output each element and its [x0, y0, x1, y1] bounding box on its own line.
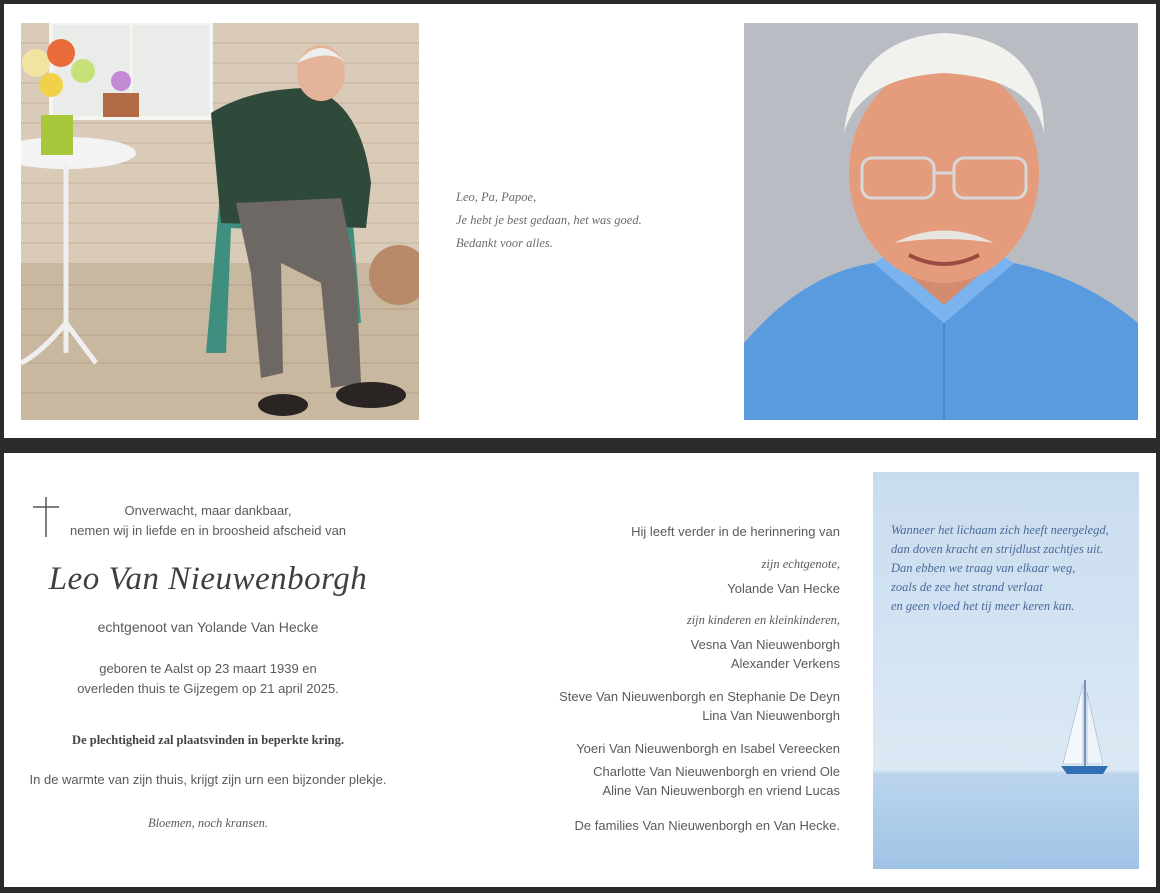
family-list: [480, 453, 840, 887]
quote-line: Bedankt voor alles.: [456, 236, 553, 250]
deceased-name: Leo Van Nieuwenborgh: [48, 561, 368, 597]
family-member: De families Van Nieuwenborgh en Van Hecke.: [574, 818, 840, 833]
children-label: zijn kinderen en kleinkinderen,: [686, 613, 840, 627]
flowers-note: Bloemen, noch kransen.: [147, 816, 269, 830]
family-member: Charlotte Van Nieuwenborgh en vriend Ole: [593, 764, 840, 779]
sailboat-sea-image: [873, 472, 1139, 869]
death-line: overleden thuis te Gijzegem op 21 april 2025.: [77, 681, 339, 696]
birth-line: geboren te Aalst op 23 maart 1939 en: [99, 661, 317, 676]
poem-line: zoals de zee het strand verlaat: [891, 580, 1043, 594]
poem-line: Wanneer het lichaam zich heeft neergelegd,: [891, 523, 1109, 537]
dedication-quote: [456, 186, 642, 255]
intro-line: Onverwacht, maar dankbaar,: [124, 503, 292, 518]
family-member: Yoeri Van Nieuwenborgh en Isabel Vereecken: [576, 741, 840, 756]
man-sitting-on-chair-photo: [21, 23, 419, 420]
quote-line: Je hebt je best gedaan, het was goed.: [456, 213, 642, 227]
urn-note: In de warmte van zijn thuis, krijgt zijn urn een bijzonder plekje.: [29, 772, 387, 787]
card-inside-top: [4, 4, 1156, 438]
poem-line: en geen vloed het tij meer keren kan.: [891, 599, 1075, 613]
family-member: Lina Van Nieuwenborgh: [702, 708, 840, 723]
card-inside-bottom: [4, 453, 1156, 887]
family-member: Aline Van Nieuwenborgh en vriend Lucas: [602, 783, 840, 798]
poem-line: dan doven kracht en strijdlust zachtjes uit.: [891, 542, 1104, 556]
ceremony-note: De plechtigheid zal plaatsvinden in beperkte kring.: [72, 733, 344, 747]
birth-death-info: [28, 659, 388, 699]
poem: [891, 521, 1109, 616]
announcement-intro: [28, 501, 388, 541]
poem-line: Dan ebben we traag van elkaar weg,: [891, 561, 1076, 575]
family-member: Vesna Van Nieuwenborgh: [690, 637, 840, 652]
spouse-line: echtgenoot van Yolande Van Hecke: [97, 619, 319, 635]
spouse-label: zijn echtgenote,: [761, 557, 840, 571]
portrait-photo: [744, 23, 1138, 420]
family-member: Steve Van Nieuwenborgh en Stephanie De Deyn: [559, 689, 840, 704]
family-member: Alexander Verkens: [730, 656, 840, 671]
spouse-name: Yolande Van Hecke: [727, 581, 840, 596]
family-heading: Hij leeft verder in de herinnering van: [631, 524, 840, 539]
quote-line: Leo, Pa, Papoe,: [456, 190, 537, 204]
intro-line: nemen wij in liefde en in broosheid afscheid van: [69, 523, 347, 538]
